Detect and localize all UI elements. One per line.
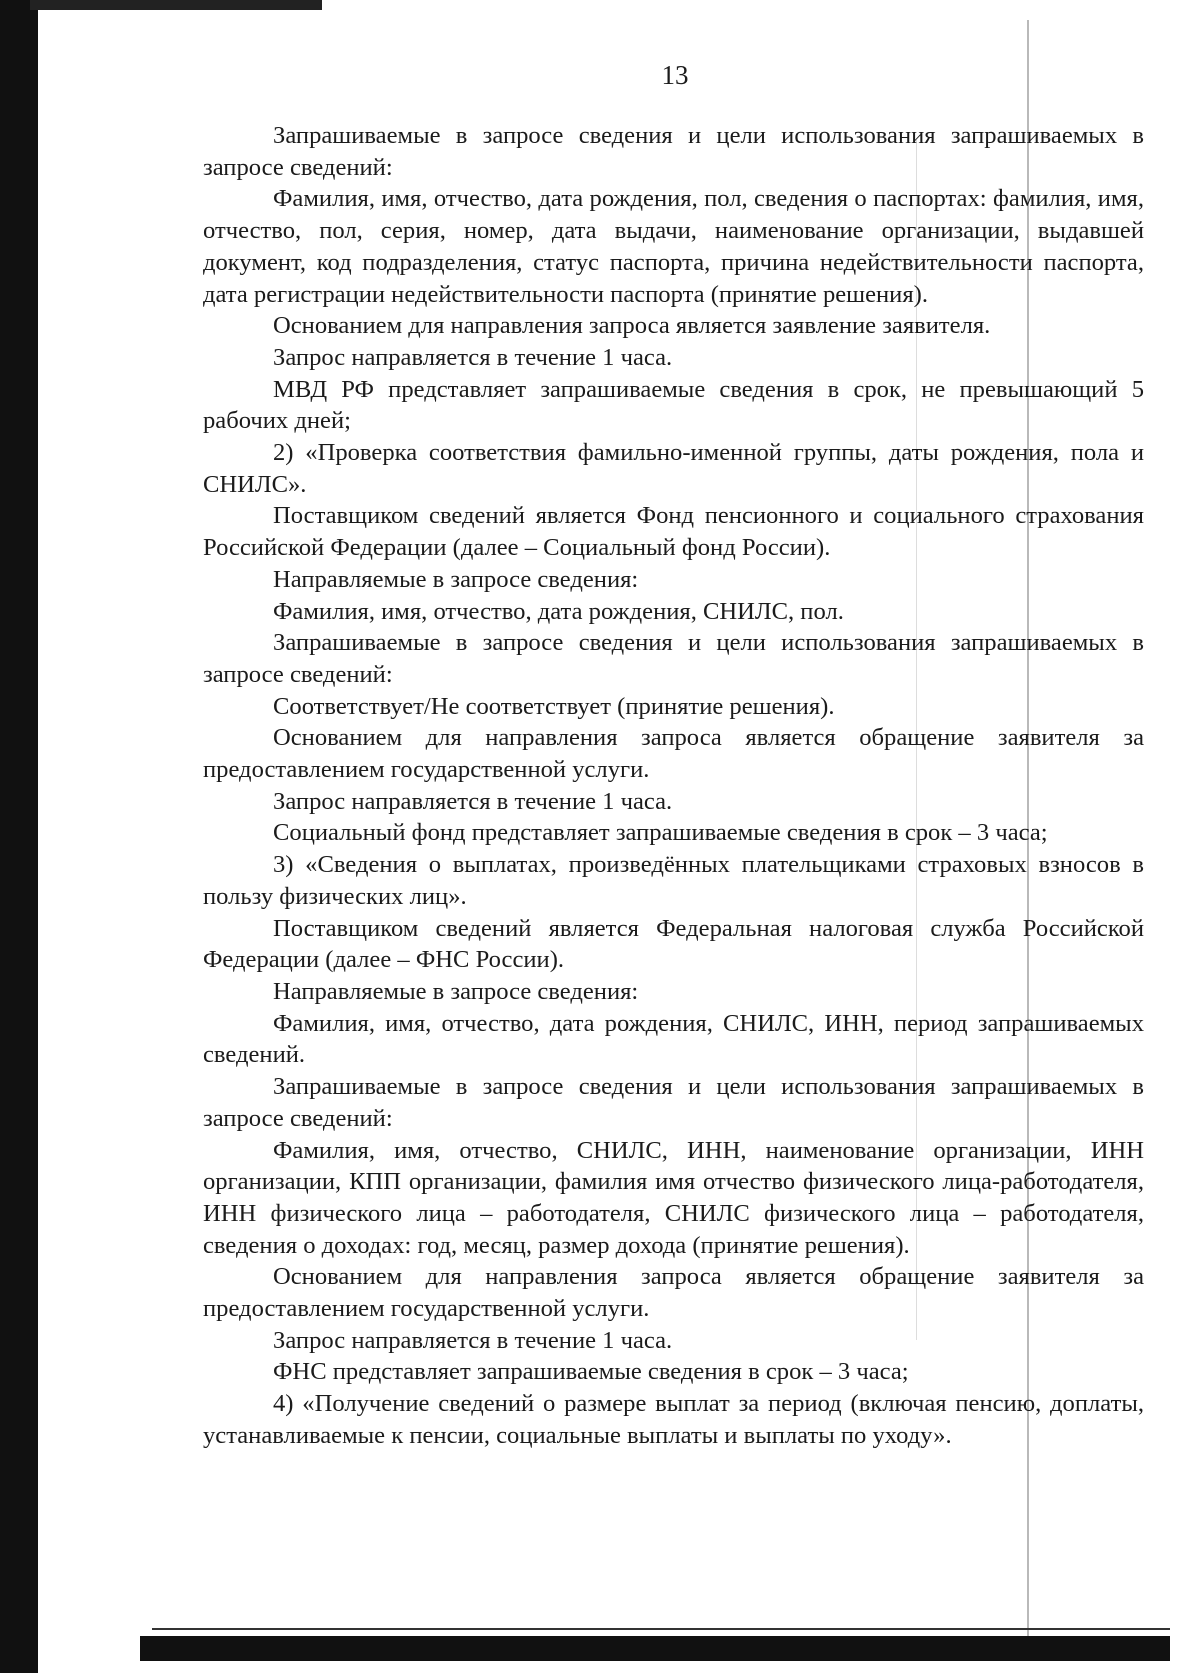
paragraph: ФНС представляет запрашиваемые сведения в срок – 3 часа; [273, 1358, 909, 1386]
page-number: 13 [661, 60, 689, 90]
paragraph: Основанием для направления запроса является обращение заявителя за предоставлением государственной услуги. [203, 1263, 1144, 1323]
paragraph: Поставщиком сведений является Федеральная налоговая служба Российской Федерации (далее – ФНС России). [203, 914, 1144, 974]
scan-top-edge [30, 0, 322, 10]
scan-bottom-edge [140, 1636, 1170, 1661]
paragraph: Направляемые в запросе сведения: [273, 565, 639, 593]
paragraph: Запрашиваемые в запросе сведения и цели использования запрашиваемых в запросе сведений: [203, 629, 1144, 688]
paragraph: Фамилия, имя, отчество, дата рождения, СНИЛС, пол. [273, 597, 844, 625]
paragraph: Фамилия, имя, отчество, дата рождения, СНИЛС, ИНН, период запрашиваемых сведений. [203, 1009, 1144, 1069]
paragraph: Запрашиваемые в запросе сведения и цели использования запрашиваемых в запросе сведений: [203, 122, 1144, 181]
paragraph: Фамилия, имя, отчество, дата рождения, пол, сведения о паспортах: фамилия, имя, отчество, пол, серия, номер, дата выдачи, наименование организации, выдавшей документ, код подразделения, статус паспорта, причина недействительности паспорта, дата регистрации недействительности паспорта (принятие решения). [203, 185, 1144, 308]
paragraph: Фамилия, имя, отчество, СНИЛС, ИНН, наименование организации, ИНН организации, КПП организации, фамилия имя отчество физического лица-работодателя, ИНН физического лица – работодателя, СНИЛС физического лица – работодателя, сведения о доходах: год, месяц, размер дохода (принятие решения). [203, 1136, 1144, 1259]
scan-bottom-line [152, 1628, 1170, 1630]
paragraph: 2) «Проверка соответствия фамильно-именной группы, даты рождения, пола и СНИЛС». [203, 439, 1144, 498]
paragraph: Основанием для направления запроса является обращение заявителя за предоставлением государственной услуги. [203, 724, 1144, 784]
paragraph: Поставщиком сведений является Фонд пенсионного и социального страхования Российской Федерации (далее – Социальный фонд России). [203, 502, 1144, 562]
paragraph: Запрос направляется в течение 1 часа. [273, 787, 673, 815]
paragraph: МВД РФ представляет запрашиваемые сведения в срок, не превышающий 5 рабочих дней; [203, 375, 1144, 435]
document-body [203, 120, 1144, 1452]
paragraph: 4) «Получение сведений о размере выплат за период (включая пенсию, доплаты, устанавливаемые к пенсии, социальные выплаты и выплаты по уходу». [203, 1390, 1144, 1449]
paragraph: Запрос направляется в течение 1 часа. [273, 343, 673, 371]
paragraph: 3) «Сведения о выплатах, произведённых плательщиками страховых взносов в пользу физических лиц». [203, 851, 1144, 910]
paragraph: Соответствует/Не соответствует (принятие решения). [273, 692, 835, 720]
scan-left-edge [0, 0, 38, 1673]
paragraph: Социальный фонд представляет запрашиваемые сведения в срок – 3 часа; [273, 819, 1048, 847]
paragraph: Запрос направляется в течение 1 часа. [273, 1326, 673, 1354]
paragraph: Запрашиваемые в запросе сведения и цели использования запрашиваемых в запросе сведений: [203, 1073, 1144, 1132]
paragraph: Направляемые в запросе сведения: [273, 977, 639, 1005]
paragraph: Основанием для направления запроса является заявление заявителя. [273, 312, 991, 340]
